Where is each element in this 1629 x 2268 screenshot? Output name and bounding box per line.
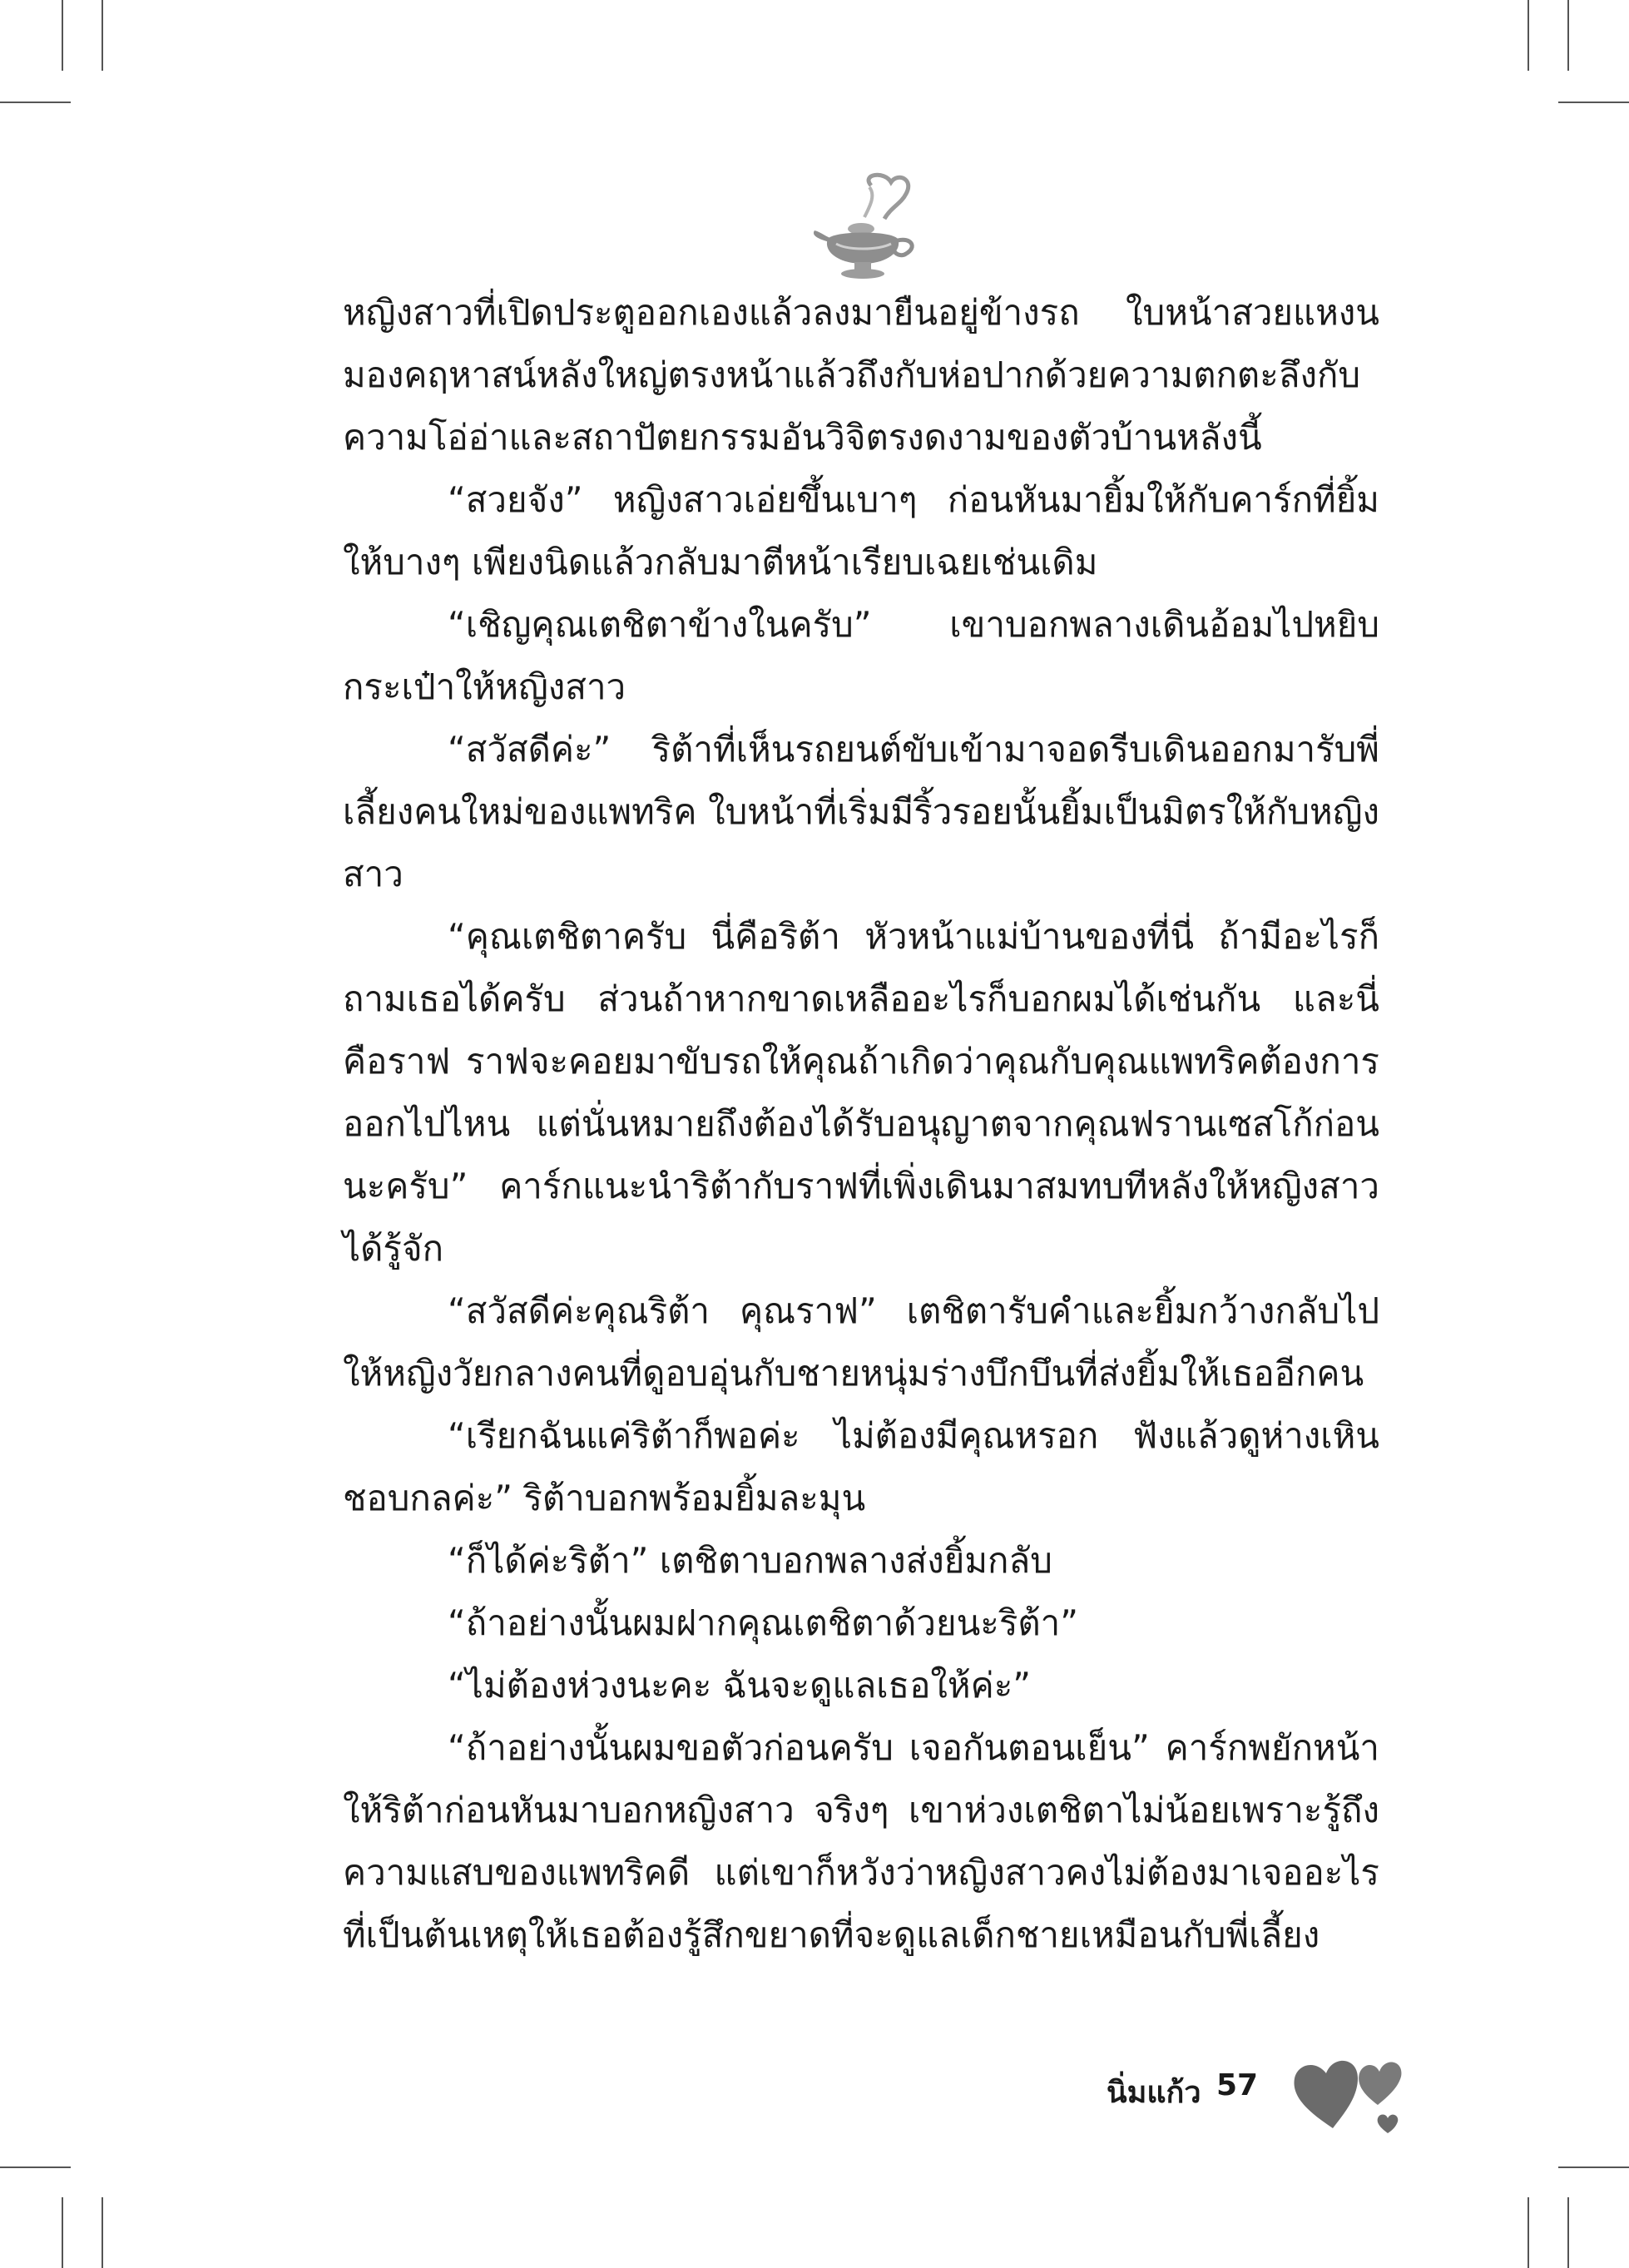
paragraph: “สวัสดีค่ะ” ริต้าที่เห็นรถยนต์ขับเข้ามาจอดรีบเดินออกมารับพี่เลี้ยงคนใหม่ของแพทริค ใบหน้าที่เริ่มมีริ้วรอยนั้นยิ้มเป็นมิตรให้กับหญิงสาว — [343, 729, 1379, 894]
crop-mark — [1558, 102, 1629, 103]
author-name: นิ่มแก้ว — [1107, 2076, 1201, 2110]
crop-mark — [102, 0, 103, 71]
paragraph: “ก็ได้ค่ะริต้า” เตชิตาบอกพลางส่งยิ้มกลับ — [448, 1540, 1052, 1581]
crop-mark — [102, 2197, 103, 2268]
page-footer — [1107, 2045, 1406, 2137]
crop-mark — [1567, 0, 1569, 71]
crop-mark — [1558, 2166, 1629, 2168]
paragraph: หญิงสาวที่เปิดประตูออกเองแล้วลงมายืนอยู่ข้างรถ ใบหน้าสวยแหงนมองคฤหาสน์หลังใหญ่ตรงหน้าแล้วถึงกับห่อปากด้วยความตกตะลึงกับความโอ่อ่าและสถาปัตยกรรมอันวิจิตรงดงามของตัวบ้านหลังนี้ — [343, 292, 1379, 458]
genie-lamp-icon — [811, 171, 919, 287]
crop-mark — [1527, 0, 1529, 71]
paragraph: “ไม่ต้องห่วงนะคะ ฉันจะดูแลเธอให้ค่ะ” — [448, 1665, 1032, 1706]
crop-mark — [1567, 2197, 1569, 2268]
page-number: 57 — [1216, 2068, 1259, 2102]
crop-mark — [62, 0, 63, 71]
paragraph: “สวยจัง” หญิงสาวเอ่ยขึ้นเบาๆ ก่อนหันมายิ้มให้กับคาร์กที่ยิ้มให้บางๆ เพียงนิดแล้วกลับมาตีหน้าเรียบเฉยเช่นเดิม — [343, 479, 1379, 582]
hearts-icon — [1291, 2045, 1408, 2137]
paragraph: “คุณเตชิตาครับ นี่คือริต้า หัวหน้าแม่บ้านของที่นี่ ถ้ามีอะไรก็ถามเธอได้ครับ ส่วนถ้าหากขาดเหลืออะไรก็บอกผมได้เช่นกัน และนี่คือราฟ ราฟจะคอยมาขับรถให้คุณถ้าเกิดว่าคุณกับคุณแพทริคต้องการออกไปไหน แต่นั่นหมายถึงต้องได้รับอนุญาตจากคุณฟรานเซสโก้ก่อนนะครับ” คาร์กแนะนำริต้ากับราฟที่เพิ่งเดินมาสมทบทีหลังให้หญิงสาวได้รู้จัก — [343, 916, 1379, 1269]
paragraph: “เชิญคุณเตชิตาข้างในครับ” เขาบอกพลางเดินอ้อมไปหยิบกระเป๋าให้หญิงสาว — [343, 604, 1379, 707]
paragraph: “ถ้าอย่างนั้นผมฝากคุณเตชิตาด้วยนะริต้า” — [448, 1602, 1079, 1643]
crop-mark — [1527, 2197, 1529, 2268]
paragraph: “ถ้าอย่างนั้นผมขอตัวก่อนครับ เจอกันตอนเย็น” คาร์กพยักหน้าให้ริต้าก่อนหันมาบอกหญิงสาว จริงๆ เขาห่วงเตชิตาไม่น้อยเพราะรู้ถึงความแสบของแพทริคดี แต่เขาก็หวังว่าหญิงสาวคงไม่ต้องมาเจออะไรที่เป็นต้นเหตุให้เธอต้องรู้สึกขยาดที่จะดูแลเด็กชายเหมือนกับพี่เลี้ยง — [343, 1727, 1379, 1955]
crop-mark — [62, 2197, 63, 2268]
paragraph: “เรียกฉันแค่ริต้าก็พอค่ะ ไม่ต้องมีคุณหรอก ฟังแล้วดูห่างเหินชอบกลค่ะ” ริต้าบอกพร้อมยิ้มละมุน — [343, 1415, 1379, 1518]
crop-mark — [0, 102, 71, 103]
crop-mark — [0, 2166, 71, 2168]
paragraph: “สวัสดีค่ะคุณริต้า คุณราฟ” เตชิตารับคำและยิ้มกว้างกลับไปให้หญิงวัยกลางคนที่ดูอบอุ่นกับชายหนุ่มร่างบึกบึนที่ส่งยิ้มให้เธออีกคน — [343, 1290, 1379, 1394]
body-text — [343, 281, 1379, 1966]
